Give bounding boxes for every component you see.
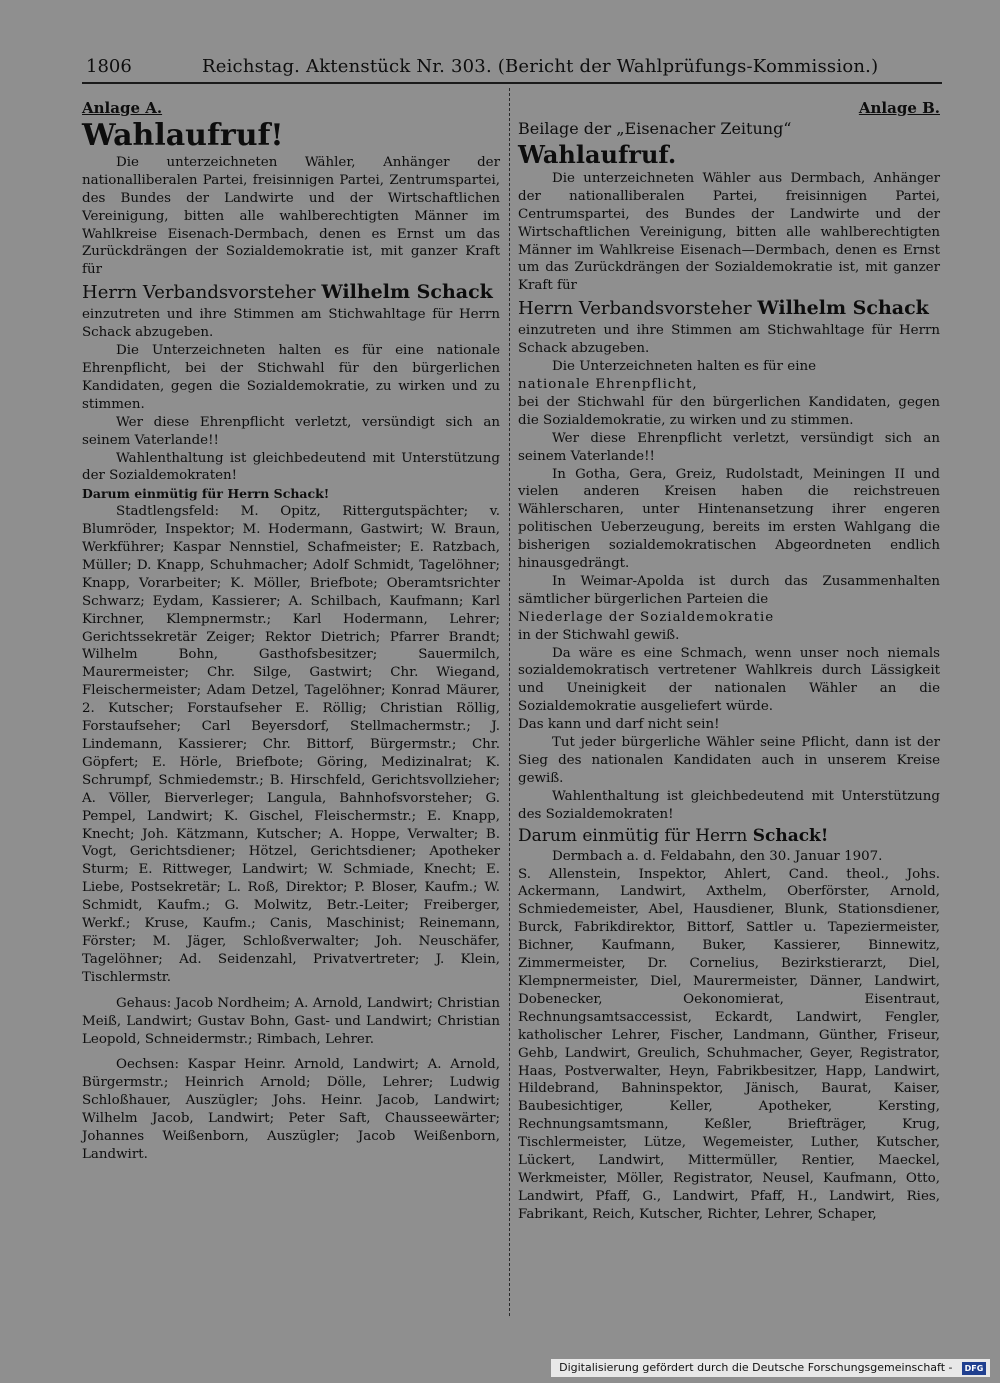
right-paragraph-2c: bei der Stichwahl für den bürgerlichen Kandidaten, gegen die Sozialdemokratie, zu wirken und zu stimmen. xyxy=(518,394,940,428)
right-paragraph-9: Wahlenthaltung ist gleichbedeutend mit Unterstützung des Sozialdemokraten! xyxy=(518,788,940,822)
right-paragraph-6: Da wäre es eine Schmach, wenn unser noch niemals sozialdemokratisch vertretener Wahlkreis durch Lässigkeit und Uneinigkeit der nationalen Wähler an die Sozialdemokratie ausgeliefert würde. xyxy=(518,645,940,715)
right-paragraph-5c: in der Stichwahl gewiß. xyxy=(518,627,680,643)
left-title: Wahlaufruf! xyxy=(82,117,284,153)
signatories-dermbach: S. Allenstein, Inspektor, Ahlert, Cand. theol., Johs. Ackermann, Landwirt, Axthelm, Oberförster, Arnold, Schmiedemeister, Abel, Hausdiener, Blunk, Stationsdiener, Burck, Fabrikdirektor, Bittorf, Sattler u. Tapeziermeister, Bichner, Kaufmann, Buker, Kassierer, Binnewitz, Zimmermeister, Dr. Cornelius, Bezirkstierarzt, Diel, Klempnermeister, Diel, Maurermeister, Dänner, Landwirt, Dobenecker, Oekonomierat, Eisentraut, Rechnungsamtsaccessist, Eckardt, Landwirt, Fengler, katholischer Lehrer, Fischer, Landmann, Günther, Friseur, Gehb, Landwirt, Greulich, Schuhmacher, Geyer, Registrator, Haas, Postverwalter, Heyn, Fabrikbesitzer, Happ, Landwirt, Hildebrand, Bahninspektor, Jänisch, Baurat, Kaiser, Baubesichtiger, Keller, Apotheker, Kersting, Rechnungsamtsmann, Keßler, Briefträger, Krug, Tischlermeister, Lütze, Wegemeister, Luther, Kutscher, Lückert, Landwirt, Mittermüller, Rentier, Maeckel, Werkmeister, Möller, Registrator, Neusel, Kaufmann, Otto, Landwirt, Pfaff, G., Landwirt, Pfaff, H., Landwirt, Ries, Fabrikant, Reich, Kutscher, Richter, Lehrer, Schaper, xyxy=(518,866,940,1222)
right-darum-name: Schack! xyxy=(752,825,829,846)
right-title: Wahlaufruf. xyxy=(518,139,677,169)
right-darum-line xyxy=(518,824,940,848)
left-darum-line: Darum einmütig für Herrn Schack! xyxy=(82,486,330,502)
left-paragraph-2: Die Unterzeichneten halten es für eine nationale Ehrenpflicht, bei der Stichwahl für den bürgerlichen Kandidaten, gegen die Sozialdemokratie, zu wirken und zu stimmen. xyxy=(82,343,500,412)
page-number: 1806 xyxy=(86,56,132,77)
right-darum-prefix: Darum einmütig für Herrn xyxy=(518,825,748,846)
right-paragraph-5a: In Weimar-Apolda ist durch das Zusammenhalten sämtlicher bürgerlichen Parteien die xyxy=(518,573,940,607)
right-paragraph-1: einzutreten und ihre Stimmen am Stichwahltage für Herrn Schack abzugeben. xyxy=(518,323,940,357)
beilage-line: Beilage der „Eisenacher Zeitung“ xyxy=(518,118,792,138)
header-rule xyxy=(82,82,942,84)
right-candidate-line xyxy=(518,295,940,322)
right-paragraph-3: Wer diese Ehrenpflicht verletzt, versündigt sich an seinem Vaterlande!! xyxy=(518,430,940,464)
anlage-a-label: Anlage A. xyxy=(82,99,163,117)
left-paragraph-4: Wahlenthaltung ist gleichbedeutend mit Unterstützung der Sozialdemokraten! xyxy=(82,450,500,484)
right-candidate-name: Wilhelm Schack xyxy=(757,297,929,320)
right-column xyxy=(518,100,940,1224)
left-candidate-prefix: Herrn Verbandsvorsteher xyxy=(82,282,316,304)
right-paragraph-2a: Die Unterzeichneten halten es für eine xyxy=(552,359,817,375)
dfg-logo-icon: DFG xyxy=(962,1362,986,1375)
right-dateline: Dermbach a. d. Feldabahn, den 30. Januar 1907. xyxy=(552,848,883,864)
right-paragraph-5b: Niederlage der Sozialdemokratie xyxy=(518,609,775,625)
left-paragraph-1: einzutreten und ihre Stimmen am Stichwahltage für Herrn Schack abzugeben. xyxy=(82,307,500,341)
left-intro: Die unterzeichneten Wähler, Anhänger der nationalliberalen Partei, freisinnigen Partei, Zentrumspartei, des Bundes der Landwirte und der Wirtschaftlichen Vereinigung, bitten alle wahlberechtigten Männer im Wahlkreise Eisenach-Dermbach, denen es Ernst um das Zurückdrängen der Sozialdemokratie ist, mit ganzer Kraft für xyxy=(82,154,500,278)
dfg-footer xyxy=(551,1359,990,1377)
left-candidate-name: Wilhelm Schack xyxy=(321,281,493,304)
right-candidate-prefix: Herrn Verbandsvorsteher xyxy=(518,298,752,320)
right-paragraph-7: Das kann und darf nicht sein! xyxy=(518,717,720,733)
footer-text: Digitalisierung gefördert durch die Deutsche Forschungsgemeinschaft - xyxy=(559,1361,953,1374)
left-paragraph-3: Wer diese Ehrenpflicht verletzt, versündigt sich an seinem Vaterlande!! xyxy=(82,414,500,448)
page-header xyxy=(82,52,942,82)
right-paragraph-2b: nationale Ehrenpflicht, xyxy=(518,376,698,392)
left-candidate-line xyxy=(82,279,500,306)
column-divider xyxy=(509,88,510,1316)
signatories-stadtlengsfeld: Stadtlengsfeld: M. Opitz, Rittergutspächter; v. Blumröder, Inspektor; M. Hodermann, Gastwirt; W. Braun, Werkführer; Kaspar Nennstiel, Schafmeister; E. Ratzbach, Müller; D. Knapp, Schuhmacher; Adolf Schmidt, Tagelöhner; Knapp, Vorarbeiter; K. Möller, Briefbote; Oberamtsrichter Schwarz; Eydam, Kassierer; A. Schilbach, Kaufmann; Karl Kirchner, Klempnermstr.; Karl Hodermann, Lehrer; Gerichtssekretär Zeiger; Rektor Dietrich; Pfarrer Brandt; Wilhelm Bohn, Gasthofsbesitzer; Sauermilch, Maurermeister; Chr. Silge, Gastwirt; Chr. Wiegand, Fleischermeister; Adam Detzel, Tagelöhner; Konrad Mäurer, 2. Kutscher; Forstaufseher E. Röllig; Christian Röllig, Forstaufseher; Carl Beyersdorf, Stellmachermstr.; J. Lindemann, Kassierer; Chr. Bittorf, Bürgermstr.; Chr. Göpfert; E. Hörle, Briefbote; Göring, Medizinalrat; K. Schrumpf, Schmiedemstr.; B. Hirschfeld, Gerichtsvollzieher; A. Völler, Bierverleger; Langula, Bahnhofsvorsteher; G. Pempel, Landwirt; K. Gischel, Fleischermstr.; E. Knapp, Knecht; Joh. Kätzmann, Kutscher; A. Hoppe, Verwalter; B. Vogt, Gerichtsdiener; Hötzel, Gerichtsdiener; Apotheker Sturm; E. Rittweger, Landwirt; W. Schmiade, Knecht; E. Liebe, Postsekretär; L. Roß, Direktor; P. Bloser, Kaufm.; W. Schmidt, Kaufm.; G. Molwitz, Betr.-Leiter; Freiberger, Werkf.; Kruse, Kaufm.; Canis, Maschinist; Reinemann, Förster; M. Jäger, Schloßverwalter; Joh. Neuschäfer, Tagelöhner; Ad. Seidenzahl, Privatvertreter; J. Klein, Tischlermstr. xyxy=(82,504,500,985)
signatories-oechsen: Oechsen: Kaspar Heinr. Arnold, Landwirt; A. Arnold, Bürgermstr.; Heinrich Arnold; Dölle, Lehrer; Ludwig Schloßhauer, Auszügler; Johs. Heinr. Jacob, Landwirt; Wilhelm Jacob, Landwirt; Peter Saft, Chausseewärter; Johannes Weißenborn, Auszügler; Jacob Weißenborn, Landwirt. xyxy=(82,1057,500,1162)
signatories-gehaus: Gehaus: Jacob Nordheim; A. Arnold, Landwirt; Christian Meiß, Landwirt; Gustav Bohn, Gast- und Landwirt; Christian Leopold, Schneidermstr.; Rimbach, Lehrer. xyxy=(82,995,500,1047)
right-paragraph-8: Tut jeder bürgerliche Wähler seine Pflicht, dann ist der Sieg des nationalen Kandidaten auch in unserem Kreise gewiß. xyxy=(518,735,940,786)
right-paragraph-4: In Gotha, Gera, Greiz, Rudolstadt, Meiningen II und vielen anderen Kreisen haben die reichstreuen Wählerscharen, unter Hintenansetzung ihrer engeren politischen Ueberzeugung, bereits im ersten Wahlgang die bisherigen sozialdemokratischen Abgeordneten endlich hinausgedrängt. xyxy=(518,466,940,572)
left-column xyxy=(82,100,500,1164)
right-intro: Die unterzeichneten Wähler aus Dermbach, Anhänger der nationalliberalen Partei, freisinnigen Partei, Centrumspartei, des Bundes der Landwirte und der Wirtschaftlichen Vereinigung, bitten alle wahlberechtigten Männer im Wahlkreise Eisenach—Dermbach, denen es Ernst um das Zurückdrängen der Sozialdemokratie ist, mit ganzer Kraft für xyxy=(518,170,940,294)
anlage-b-label: Anlage B. xyxy=(858,99,940,117)
running-title: Reichstag. Aktenstück Nr. 303. (Bericht der Wahlprüfungs-Kommission.) xyxy=(202,56,879,77)
